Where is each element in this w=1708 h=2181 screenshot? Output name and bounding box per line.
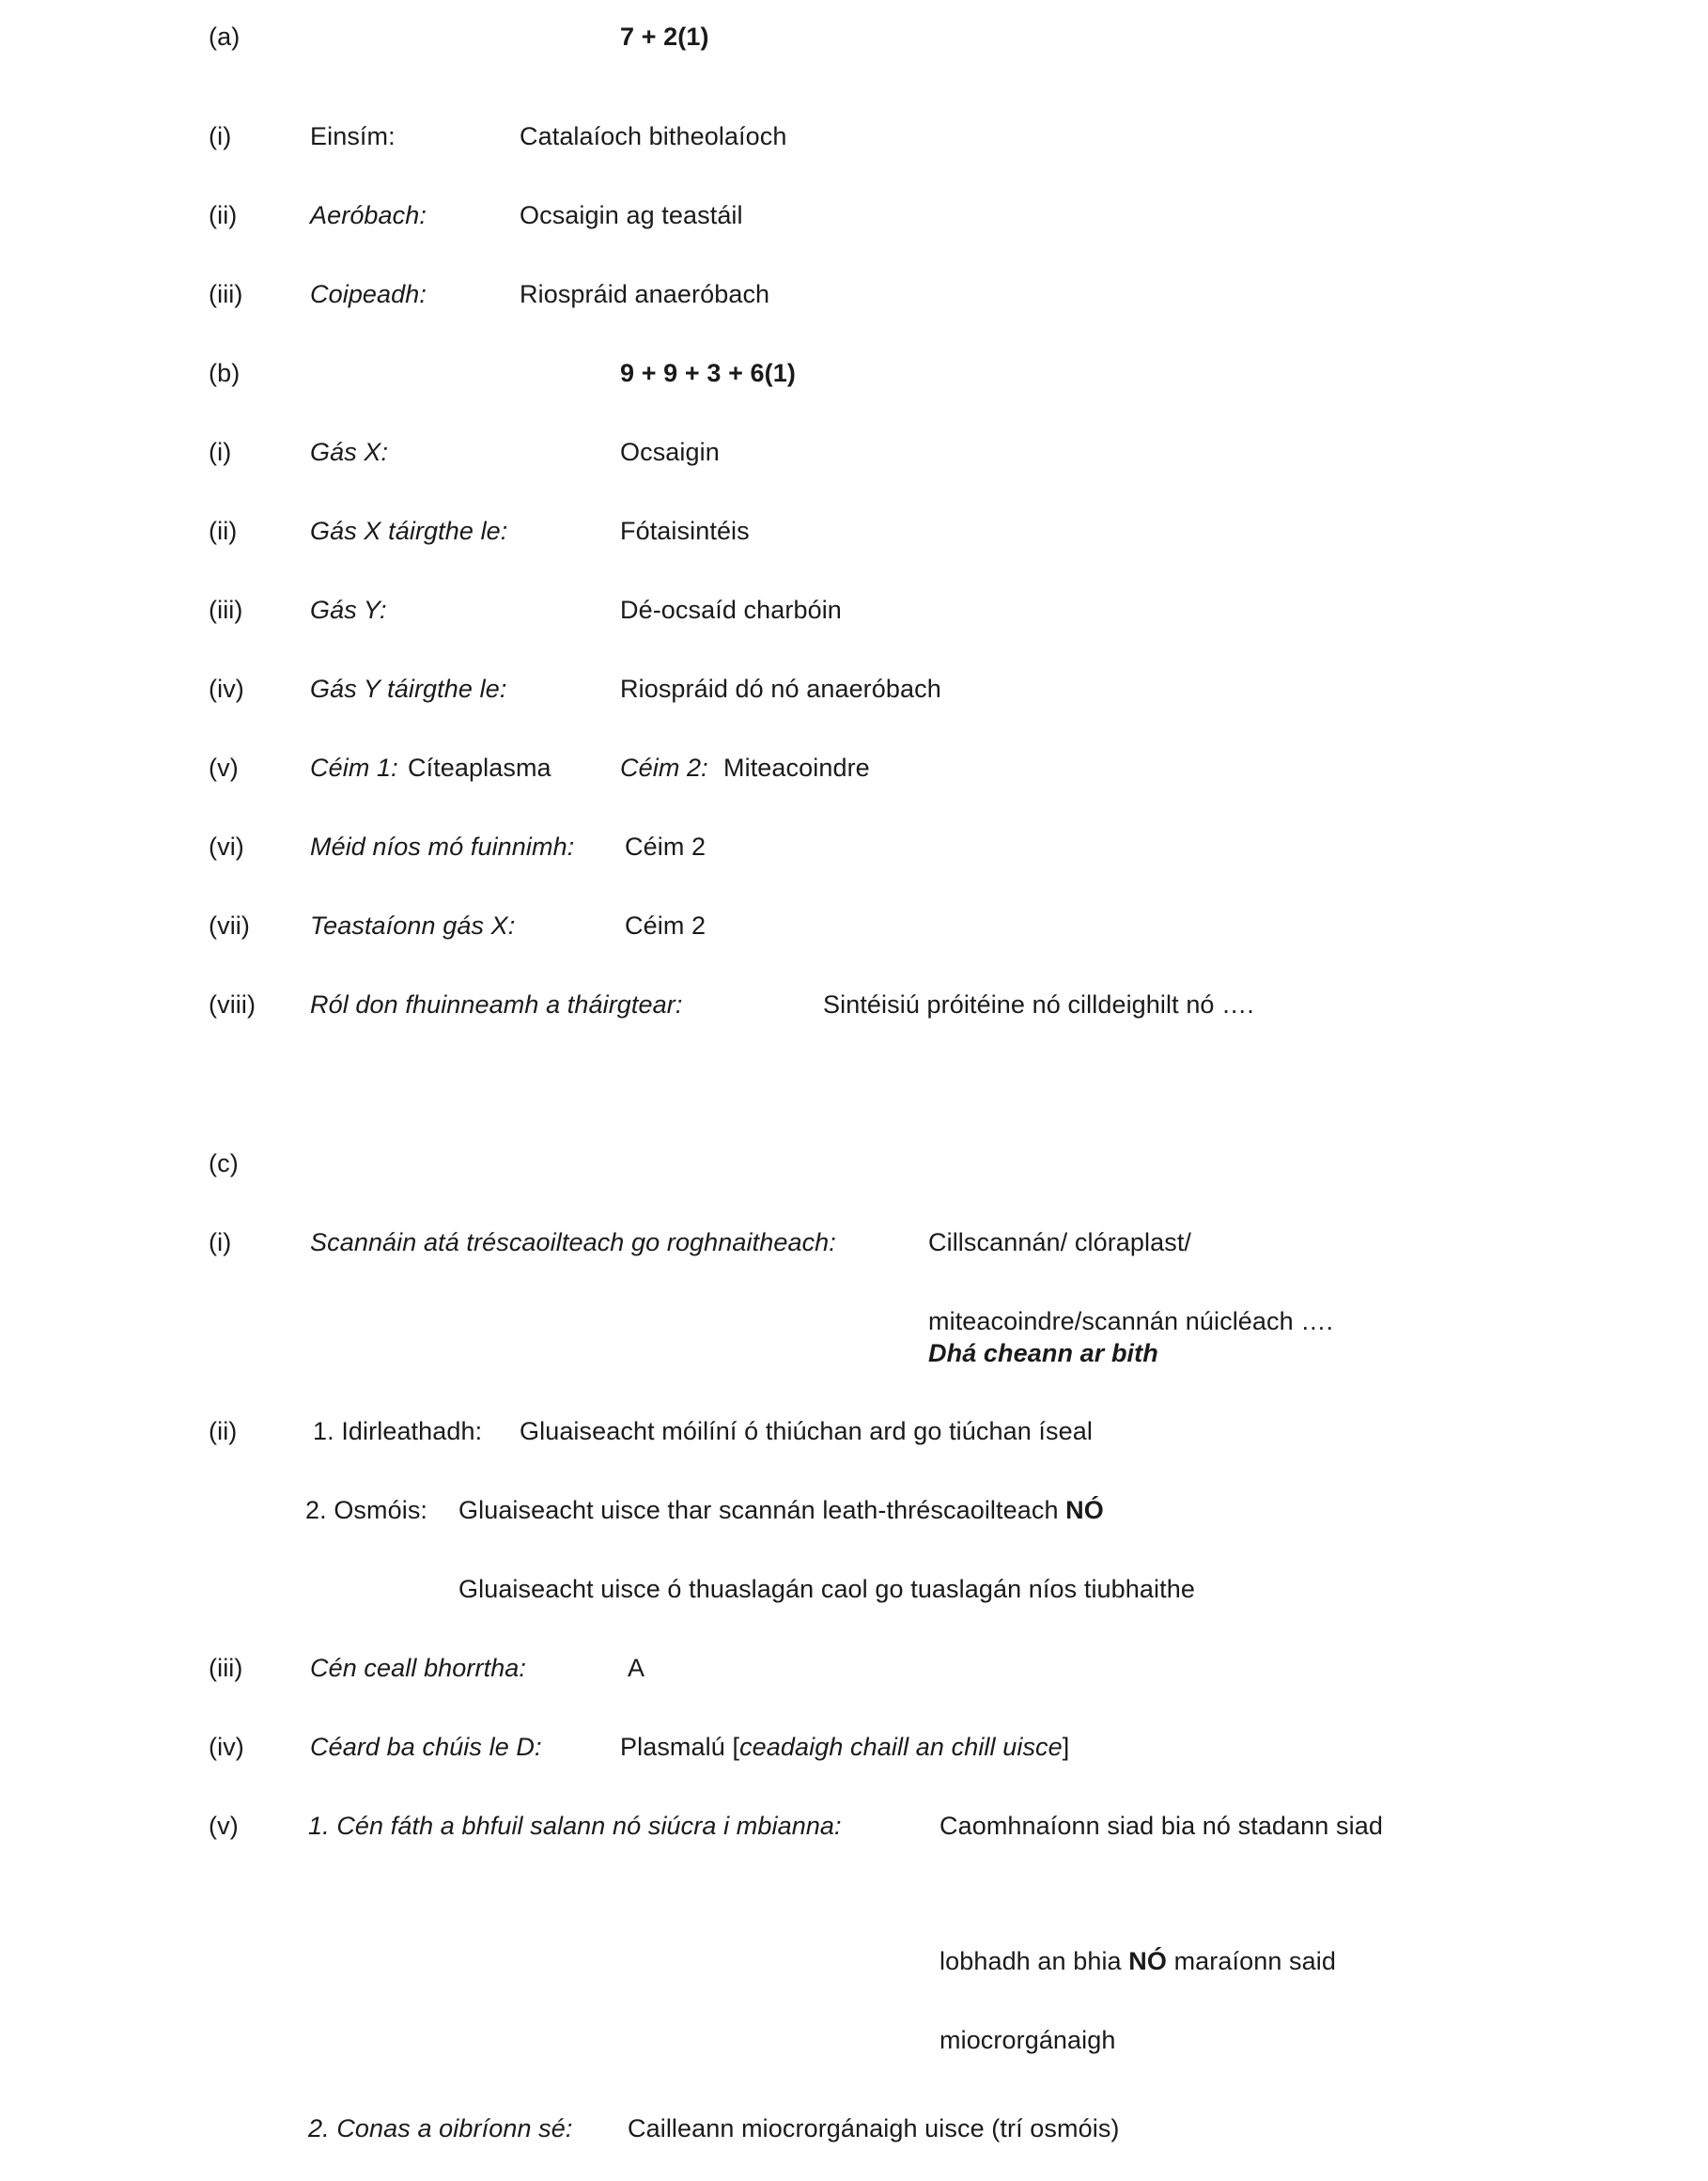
row-marker-b-ii: (ii) [209, 517, 238, 545]
row-value-b-iv: Riospráid dó nó anaeróbach [620, 675, 941, 703]
row-value-a-iii: Riospráid anaeróbach [520, 280, 770, 308]
row-value-b-iii: Dé-ocsaíd charbóin [620, 596, 842, 624]
row-value-a-ii: Ocsaigin ag teastáil [520, 201, 743, 229]
row-label-b-v-step2: Céim 2: [620, 754, 708, 782]
row-value-b-v-step2: Miteacoindre [723, 754, 870, 782]
row-label-c-v-item1: 1. Cén fáth a bhfuil salann nó siúcra i mbianna: [308, 1812, 842, 1840]
row-value-c-i-line1: Cillscannán/ clóraplast/ [928, 1228, 1192, 1256]
row-value-c-iv-pre: Plasmalú [ [620, 1733, 740, 1761]
row-label-c-v-item2: 2. Conas a oibríonn sé: [308, 2114, 573, 2142]
row-value-c-v-item1-line1: Caomhnaíonn siad bia nó stadann siad [939, 1812, 1383, 1840]
section-c-marker: (c) [209, 1149, 239, 1177]
or-keyword-osmois: NÓ [1065, 1496, 1104, 1524]
row-value-b-vi: Céim 2 [625, 833, 706, 861]
row-marker-c-iii: (iii) [209, 1654, 243, 1682]
row-value-c-i-line2: miteacoindre/scannán núicléach …. [928, 1307, 1334, 1335]
row-marker-c-v: (v) [209, 1812, 239, 1840]
section-a-marks: 7 + 2(1) [620, 23, 709, 51]
row-value-b-vii: Céim 2 [625, 911, 706, 940]
row-label-c-i: Scannáin atá tréscaoilteach go roghnaitheach: [310, 1228, 836, 1256]
row-label-a-ii: Aeróbach: [310, 201, 427, 229]
row-value-b-viii: Sintéisiú próitéine nó cilldeighilt nó …. [823, 990, 1254, 1019]
row-value-b-ii: Fótaisintéis [620, 517, 750, 545]
row-marker-c-ii: (ii) [209, 1417, 238, 1445]
row-value-a-i: Catalaíoch bitheolaíoch [520, 122, 787, 150]
row-marker-b-viii: (viii) [209, 990, 256, 1019]
row-label-b-i: Gás X: [310, 438, 389, 466]
row-label-b-vi: Méid níos mó fuinnimh: [310, 833, 575, 861]
row-marker-a-iii: (iii) [209, 280, 243, 308]
row-label-c-ii-item1: 1. Idirleathadh: [313, 1417, 483, 1445]
row-marker-c-iv: (iv) [209, 1733, 244, 1761]
row-value-c-v-item1-line3: miocrorgánaigh [939, 2026, 1116, 2054]
row-value-c-ii-item2 [458, 1494, 1104, 1526]
row-label-b-iii: Gás Y: [310, 596, 387, 624]
row-label-c-iv: Céard ba chúis le D: [310, 1733, 542, 1761]
row-value-c-iv-post: ] [1062, 1733, 1070, 1761]
row-marker-b-v: (v) [209, 754, 239, 782]
row-value-b-i: Ocsaigin [620, 438, 720, 466]
row-value-c-v-line2-pre: lobhadh an bhia [939, 1947, 1129, 1975]
row-marker-b-vi: (vi) [209, 833, 244, 861]
row-label-b-ii: Gás X táirgthe le: [310, 517, 508, 545]
row-value-c-iii: A [628, 1654, 645, 1682]
row-label-b-vii: Teastaíonn gás X: [310, 911, 516, 940]
section-b-marks: 9 + 9 + 3 + 6(1) [620, 359, 796, 387]
row-marker-a-ii: (ii) [209, 201, 238, 229]
row-value-b-v-step1: Cíteaplasma [408, 754, 551, 782]
row-label-c-ii-item2: 2. Osmóis: [305, 1496, 428, 1524]
section-a-marker: (a) [209, 23, 241, 51]
row-value-c-ii-item2-text: Gluaiseacht uisce thar scannán leath-thréscaoilteach [458, 1496, 1066, 1524]
row-value-c-v-item1-line2 [939, 1945, 1336, 1977]
row-marker-b-iv: (iv) [209, 675, 244, 703]
row-marker-a-i: (i) [209, 122, 232, 150]
row-label-c-iii: Cén ceall bhorrtha: [310, 1654, 527, 1682]
row-marker-b-vii: (vii) [209, 911, 250, 940]
row-value-c-iv [620, 1731, 1069, 1763]
row-label-a-iii: Coipeadh: [310, 280, 427, 308]
or-keyword-salann: NÓ [1128, 1947, 1167, 1975]
row-value-c-ii-item1: Gluaiseacht móilíní ó thiúchan ard go tiúchan íseal [520, 1417, 1093, 1445]
row-label-b-v-step1: Céim 1: [310, 754, 398, 782]
row-marker-b-iii: (iii) [209, 596, 243, 624]
row-value-c-iv-bracket-note: ceadaigh chaill an chill uisce [739, 1733, 1063, 1761]
row-label-b-viii: Ról don fhuinneamh a tháirgtear: [310, 990, 683, 1019]
row-marker-c-i: (i) [209, 1228, 232, 1256]
row-marker-b-i: (i) [209, 438, 232, 466]
row-value-c-ii-item2-line2: Gluaiseacht uisce ó thuaslagán caol go tuaslagán níos tiubhaithe [458, 1575, 1195, 1603]
section-b-marker: (b) [209, 359, 241, 387]
row-value-c-v-line2-post: maraíonn said [1166, 1947, 1336, 1975]
row-label-b-iv: Gás Y táirgthe le: [310, 675, 507, 703]
row-label-a-i: Einsím: [310, 122, 396, 150]
row-value-c-v-item2: Cailleann miocrorgánaigh uisce (trí osmóis) [628, 2114, 1120, 2142]
row-value-c-i-note: Dhá cheann ar bith [928, 1339, 1158, 1367]
